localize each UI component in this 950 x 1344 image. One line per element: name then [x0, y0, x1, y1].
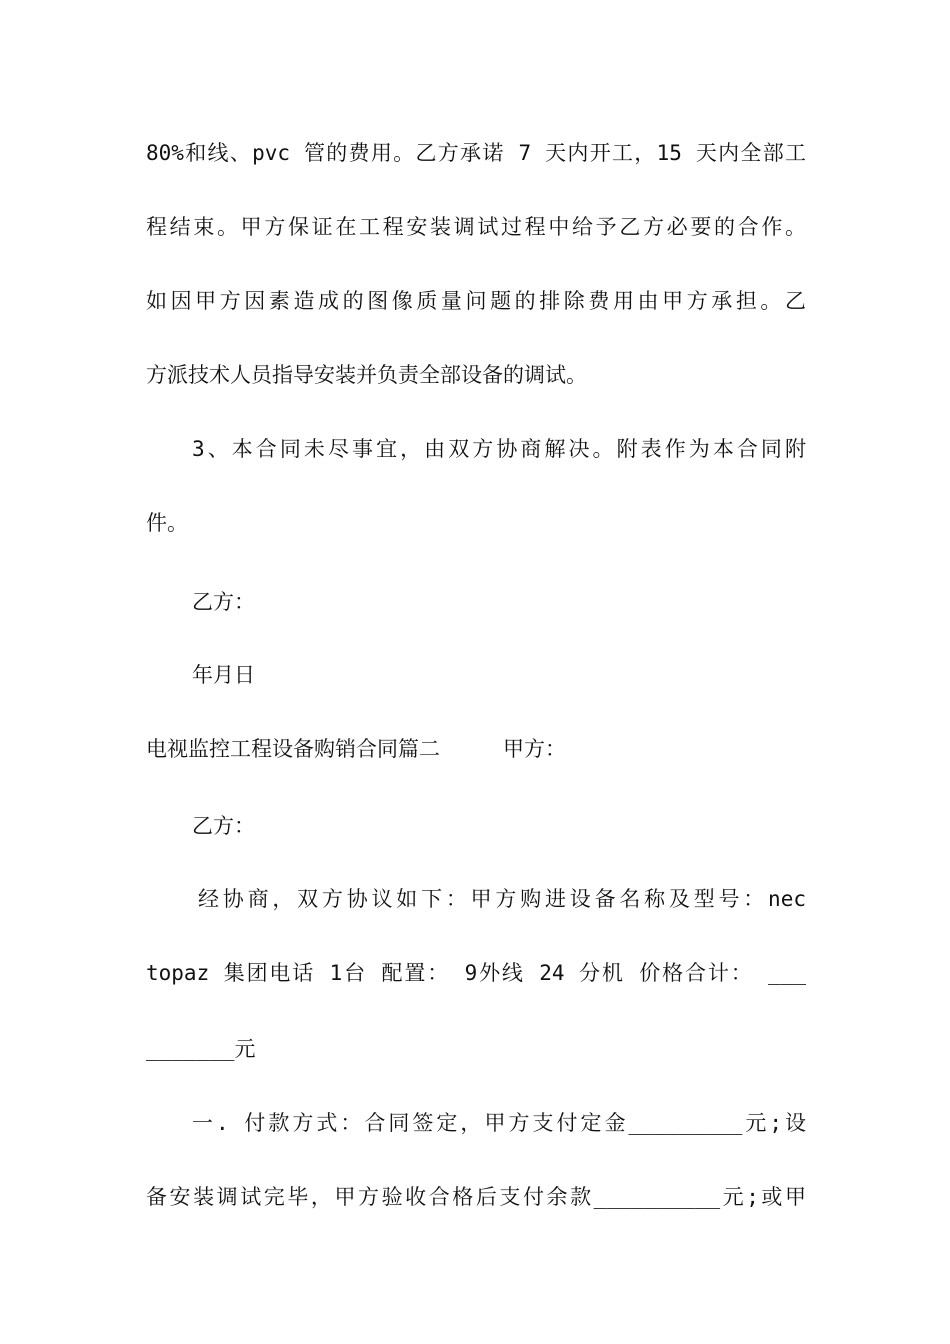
clause-3-line-2: 件。 — [146, 511, 188, 535]
date-label: 年月日 — [192, 663, 255, 687]
party-b-label-2: 乙方： — [192, 814, 255, 838]
party-b-label: 乙方： — [192, 590, 255, 614]
clause-3-line-1: 3、本合同未尽事宜，由双方协商解决。附表作为本合同附 — [192, 437, 806, 461]
payment-line-2: 备安装调试完毕，甲方验收合格后支付余款__________元;或甲 — [146, 1185, 806, 1209]
body-line-3: 如因甲方因素造成的图像质量问题的排除费用由甲方承担。乙 — [146, 289, 806, 313]
body-line-2: 程结束。甲方保证在工程安装调试过程中给予乙方必要的合作。 — [146, 215, 806, 239]
payment-line-1: 一. 付款方式：合同签定，甲方支付定金_________元;设 — [192, 1111, 806, 1135]
body-line-4: 方派技术人员指导安装并负责全部设备的调试。 — [146, 363, 587, 387]
agreement-line-2: topaz 集团电话 1台 配置： 9外线 24 分机 价格合计： ___ — [146, 961, 806, 985]
body-line-1: 80%和线、pvc 管的费用。乙方承诺 7 天内开工，15 天内全部工 — [146, 141, 806, 165]
agreement-line-1: 经协商，双方协议如下：甲方购进设备名称及型号：nec — [198, 887, 806, 911]
agreement-line-3: _______元 — [146, 1037, 256, 1061]
section-title: 电视监控工程设备购销合同篇二 甲方： — [146, 737, 566, 761]
